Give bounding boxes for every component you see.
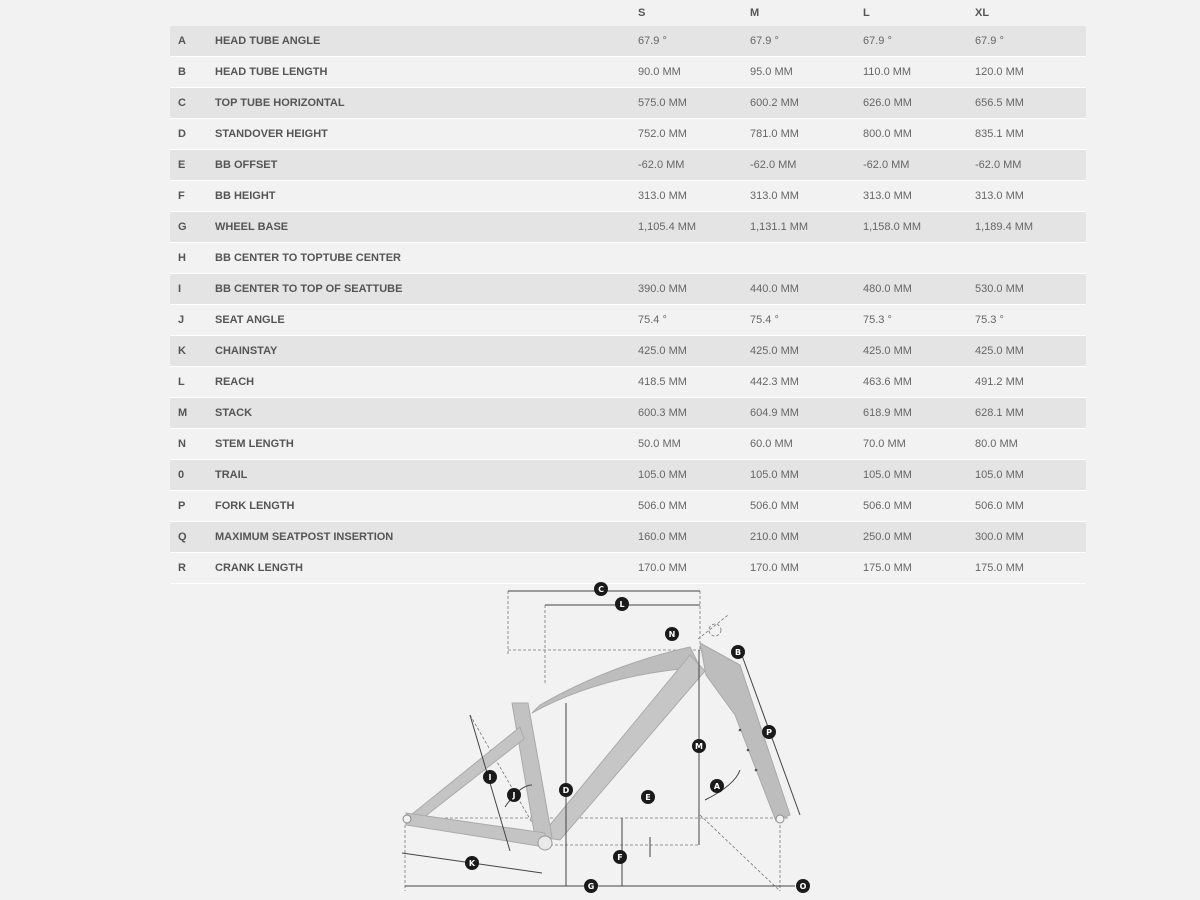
row-label: BB OFFSET [215,150,638,181]
marker-a [710,779,724,793]
size-header-row [170,0,1086,26]
table-row [170,305,1086,336]
marker-l [615,597,629,611]
svg-text:M: M [695,742,703,751]
marker-i [483,770,497,784]
value-cell-s: 313.0 MM [638,181,750,212]
marker-n [665,627,679,641]
value-cell-xl: -62.0 MM [975,150,1086,181]
value-cell-s: 425.0 MM [638,336,750,367]
value-cell-xl: 105.0 MM [975,460,1086,491]
value-cell-s: 390.0 MM [638,274,750,305]
value-cell-xl: 313.0 MM [975,181,1086,212]
frame-geometry-diagram [0,575,1200,900]
row-label: MAXIMUM SEATPOST INSERTION [215,522,638,553]
value-cell-s: 170.0 MM [638,553,750,584]
table-row [170,429,1086,460]
value-cell-s: 506.0 MM [638,491,750,522]
value-cell-m: 1,131.1 MM [750,212,863,243]
row-label: BB CENTER TO TOP OF SEATTUBE [215,274,638,305]
table-row [170,367,1086,398]
row-label: TRAIL [215,460,638,491]
svg-text:F: F [617,853,623,862]
svg-text:K: K [468,859,476,868]
table-row [170,88,1086,119]
dimension-lines [402,591,800,886]
row-letter: K [170,336,215,367]
row-label: BB CENTER TO TOPTUBE CENTER [215,243,638,274]
table-row [170,212,1086,243]
value-cell-xl: 1,189.4 MM [975,212,1086,243]
svg-text:C: C [598,585,604,594]
svg-text:L: L [619,600,625,609]
table-row [170,119,1086,150]
table-row [170,398,1086,429]
svg-text:G: G [587,882,595,891]
table-row [170,57,1086,88]
value-cell-l: 463.6 MM [863,367,975,398]
row-label: HEAD TUBE LENGTH [215,57,638,88]
marker-f [613,850,627,864]
value-cell-s: 160.0 MM [638,522,750,553]
row-label: BB HEIGHT [215,181,638,212]
row-label: CHAINSTAY [215,336,638,367]
row-label: WHEEL BASE [215,212,638,243]
row-letter: I [170,274,215,305]
value-cell-xl: 656.5 MM [975,88,1086,119]
value-cell-l: 75.3 ° [863,305,975,336]
value-cell-m: 210.0 MM [750,522,863,553]
svg-text:B: B [734,648,742,657]
marker-g [584,879,598,893]
value-cell-l: 1,158.0 MM [863,212,975,243]
value-cell-s [638,243,750,274]
value-cell-m: 170.0 MM [750,553,863,584]
row-letter: A [170,26,215,57]
value-cell-l: -62.0 MM [863,150,975,181]
value-cell-l: 480.0 MM [863,274,975,305]
value-cell-m: 67.9 ° [750,26,863,57]
value-cell-l: 250.0 MM [863,522,975,553]
value-cell-xl: 300.0 MM [975,522,1086,553]
size-header-xl: XL [975,7,990,19]
header-letter-cell [170,0,215,26]
value-cell-m: 425.0 MM [750,336,863,367]
value-cell-m: 604.9 MM [750,398,863,429]
value-cell-s: 600.3 MM [638,398,750,429]
row-label: STEM LENGTH [215,429,638,460]
value-cell-l: 105.0 MM [863,460,975,491]
value-cell-s: 418.5 MM [638,367,750,398]
table-row [170,150,1086,181]
value-cell-m: -62.0 MM [750,150,863,181]
value-cell-m: 95.0 MM [750,57,863,88]
value-cell-xl [975,243,1086,274]
value-cell-s: 575.0 MM [638,88,750,119]
marker-e [641,790,655,804]
row-letter: G [170,212,215,243]
row-letter: H [170,243,215,274]
size-header-s: S [638,7,646,19]
value-cell-s: 50.0 MM [638,429,750,460]
marker-j [507,788,521,802]
row-letter: Q [170,522,215,553]
table-row [170,522,1086,553]
value-cell-xl: 75.3 ° [975,305,1086,336]
value-cell-l: 800.0 MM [863,119,975,150]
row-letter: N [170,429,215,460]
value-cell-xl: 628.1 MM [975,398,1086,429]
value-cell-l: 110.0 MM [863,57,975,88]
row-letter: R [170,553,215,584]
value-cell-m: 60.0 MM [750,429,863,460]
value-cell-m: 313.0 MM [750,181,863,212]
value-cell-m: 105.0 MM [750,460,863,491]
row-letter: D [170,119,215,150]
value-cell-l: 67.9 ° [863,26,975,57]
table-row [170,491,1086,522]
svg-text:D: D [562,786,570,795]
svg-text:I: I [488,773,492,782]
marker-p [762,725,776,739]
svg-text:E: E [645,793,651,802]
value-cell-l: 313.0 MM [863,181,975,212]
marker-m [692,739,706,753]
geometry-table [170,0,1086,584]
row-label: HEAD TUBE ANGLE [215,26,638,57]
row-letter: C [170,88,215,119]
svg-text:J: J [512,791,516,800]
value-cell-s: 752.0 MM [638,119,750,150]
value-cell-xl: 67.9 ° [975,26,1086,57]
value-cell-m: 75.4 ° [750,305,863,336]
marker-b [731,645,745,659]
value-cell-s: 1,105.4 MM [638,212,750,243]
value-cell-m: 440.0 MM [750,274,863,305]
value-cell-xl: 80.0 MM [975,429,1086,460]
value-cell-s: -62.0 MM [638,150,750,181]
table-row [170,181,1086,212]
table-row [170,26,1086,57]
value-cell-m: 781.0 MM [750,119,863,150]
value-cell-xl: 120.0 MM [975,57,1086,88]
row-letter: F [170,181,215,212]
value-cell-m [750,243,863,274]
bike-frame [403,643,790,850]
table-row [170,336,1086,367]
row-letter: 0 [170,460,215,491]
row-letter: M [170,398,215,429]
value-cell-s: 67.9 ° [638,26,750,57]
row-label: TOP TUBE HORIZONTAL [215,88,638,119]
value-cell-l [863,243,975,274]
size-header-l: L [863,7,870,19]
marker-k [465,856,479,870]
svg-text:O: O [799,882,807,891]
geometry-table-body [170,26,1086,584]
value-cell-xl: 835.1 MM [975,119,1086,150]
value-cell-l: 506.0 MM [863,491,975,522]
row-letter: J [170,305,215,336]
value-cell-s: 90.0 MM [638,57,750,88]
row-label: CRANK LENGTH [215,553,638,584]
row-letter: L [170,367,215,398]
value-cell-xl: 175.0 MM [975,553,1086,584]
row-label: SEAT ANGLE [215,305,638,336]
row-label: STACK [215,398,638,429]
marker-o [796,879,810,893]
value-cell-xl: 506.0 MM [975,491,1086,522]
value-cell-l: 618.9 MM [863,398,975,429]
value-cell-s: 105.0 MM [638,460,750,491]
value-cell-l: 425.0 MM [863,336,975,367]
marker-d [559,783,573,797]
marker-c [594,582,608,596]
value-cell-xl: 425.0 MM [975,336,1086,367]
construction-lines [405,591,790,891]
table-row [170,274,1086,305]
value-cell-m: 442.3 MM [750,367,863,398]
table-row [170,460,1086,491]
row-letter: P [170,491,215,522]
value-cell-m: 600.2 MM [750,88,863,119]
svg-text:A: A [713,782,721,791]
value-cell-xl: 530.0 MM [975,274,1086,305]
value-cell-l: 70.0 MM [863,429,975,460]
value-cell-xl: 491.2 MM [975,367,1086,398]
row-letter: B [170,57,215,88]
svg-text:N: N [668,630,676,639]
row-label: STANDOVER HEIGHT [215,119,638,150]
header-label-cell [215,0,638,26]
table-row [170,243,1086,274]
size-header-m: M [750,7,760,19]
value-cell-s: 75.4 ° [638,305,750,336]
row-label: FORK LENGTH [215,491,638,522]
svg-text:P: P [766,728,772,737]
row-label: REACH [215,367,638,398]
value-cell-m: 506.0 MM [750,491,863,522]
row-letter: E [170,150,215,181]
value-cell-l: 626.0 MM [863,88,975,119]
value-cell-l: 175.0 MM [863,553,975,584]
